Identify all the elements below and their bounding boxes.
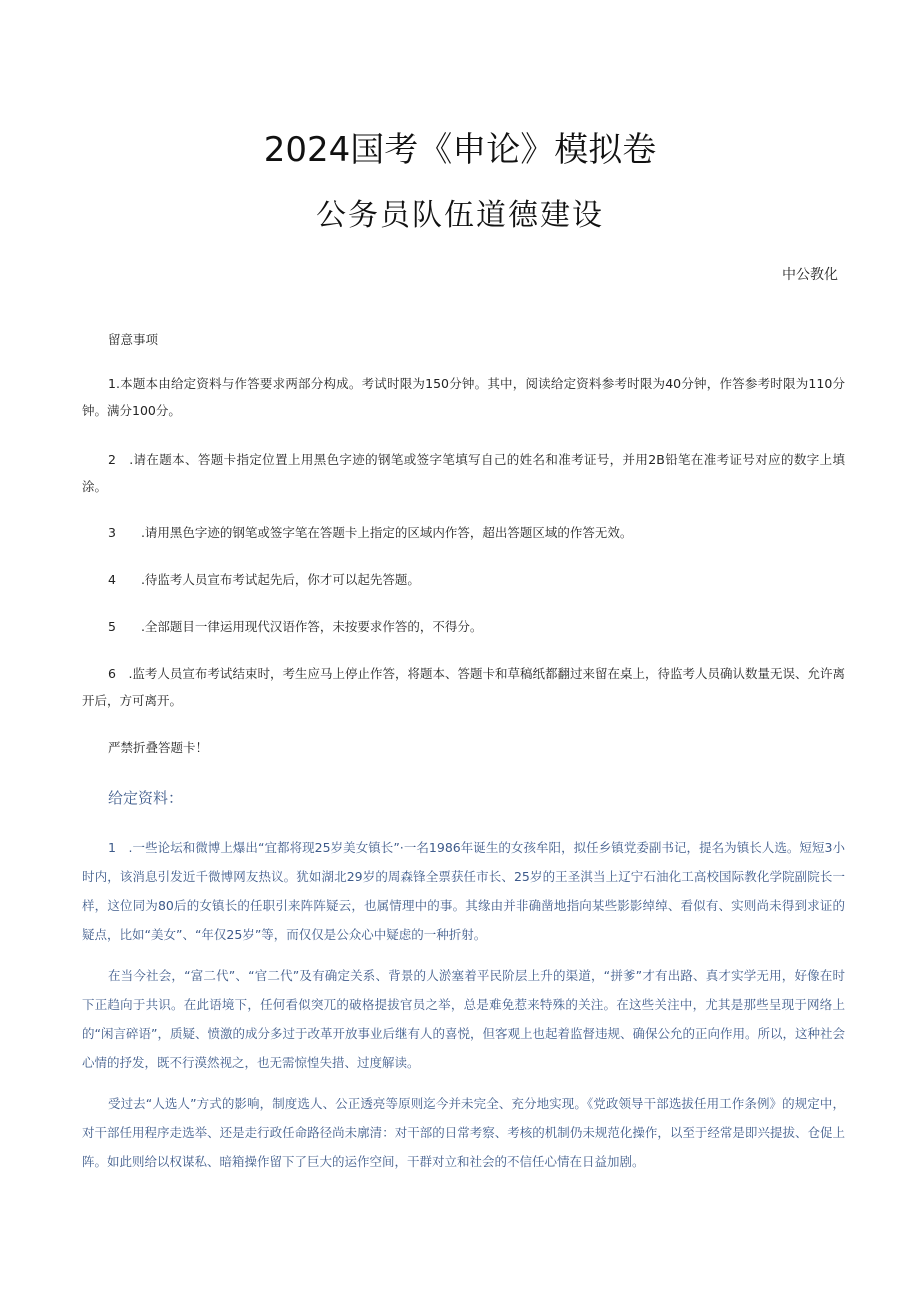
notice-item-6: 6 .监考人员宣布考试结束时，考生应马上停止作答，将题本、答题卡和草稿纸都翻过来留在桌上，待监考人员确认数量无误、允许离开后，方可离开。 (82, 666, 845, 708)
notice-item-3: 3 .请用黑色字迹的钢笔或签字笔在答题卡上指定的区域内作答，超出答题区域的作答无效。 (108, 525, 633, 540)
author-label: 中公教化 (782, 267, 838, 283)
material-paragraph-3: 受过去“人选人”方式的影响，制度选人、公正透亮等原则迄今并未完全、充分地实现。《党政领导干部选拔任用工作条例》的规定中，对干部任用程序走选举、还是走行政任命路径尚未廓清：对干部的日常考察、考核的机制仍未规范化操作，以至于经常是即兴提拔、仓促上阵。如此则给以权谋私、暗箱操作留下了巨大的运作空间，干群对立和社会的不信任心情在日益加剧。 (82, 1096, 845, 1169)
material-paragraph-2: 在当今社会，“富二代”、“官二代”及有确定关系、背景的人淤塞着平民阶层上升的渠道，“拼爹”才有出路、真才实学无用，好像在时下正趋向于共识。在此语境下，任何看似突兀的破格提拔官员之举，总是难免惹来特殊的关注。在这些关注中，尤其是那些呈现于网络上的“闲言碎语”，质疑、愤激的成分多过于改革开放事业后继有人的喜悦，但客观上也起着监督违规、确保公允的正向作用。所以，这种社会心情的抒发，既不行漠然视之，也无需惊惶失措、过度解读。 (82, 968, 845, 1070)
warning-text: 严禁折叠答题卡！ (108, 740, 209, 755)
materials-heading: 给定资料： (108, 789, 184, 807)
notice-heading: 留意事项 (108, 332, 159, 347)
notice-item-2: 2 .请在题本、答题卡指定位置上用黑色字迹的钢笔或签字笔填写自己的姓名和准考证号，并用2B铅笔在准考证号对应的数字上填涂。 (82, 452, 845, 494)
document-subtitle: 公务员队伍道德建设 (316, 198, 604, 233)
notice-item-4: 4 .待监考人员宣布考试起先后，你才可以起先答题。 (108, 572, 420, 587)
material-paragraph-1: 1 .一些论坛和微博上爆出“宜都将现25岁美女镇长”·一名1986年诞生的女孩牟阳，拟任乡镇党委副书记，提名为镇长人选。短短3小时内，该消息引发近千微博网友热议。犹如湖北29岁的周森锋全票获任市长、25岁的王圣淇当上辽宁石油化工高校国际教化学院副院长一样，这位同为80后的女镇长的任职引来阵阵疑云，也属情理中的事。其缘由并非确凿地指向某些影影绰绰、看似有、实则尚未得到求证的疑点，比如“美女”、“年仅25岁”等，而仅仅是公众心中疑虑的一种折射。 (82, 840, 845, 942)
notice-item-5: 5 .全部题目一律运用现代汉语作答，未按要求作答的，不得分。 (108, 619, 483, 634)
document-title: 2024国考《申论》模拟卷 (263, 130, 657, 170)
notice-item-1: 1.本题本由给定资料与作答要求两部分构成。考试时限为150分钟。其中，阅读给定资料参考时限为40分钟，作答参考时限为110分钟。满分100分。 (82, 376, 845, 418)
